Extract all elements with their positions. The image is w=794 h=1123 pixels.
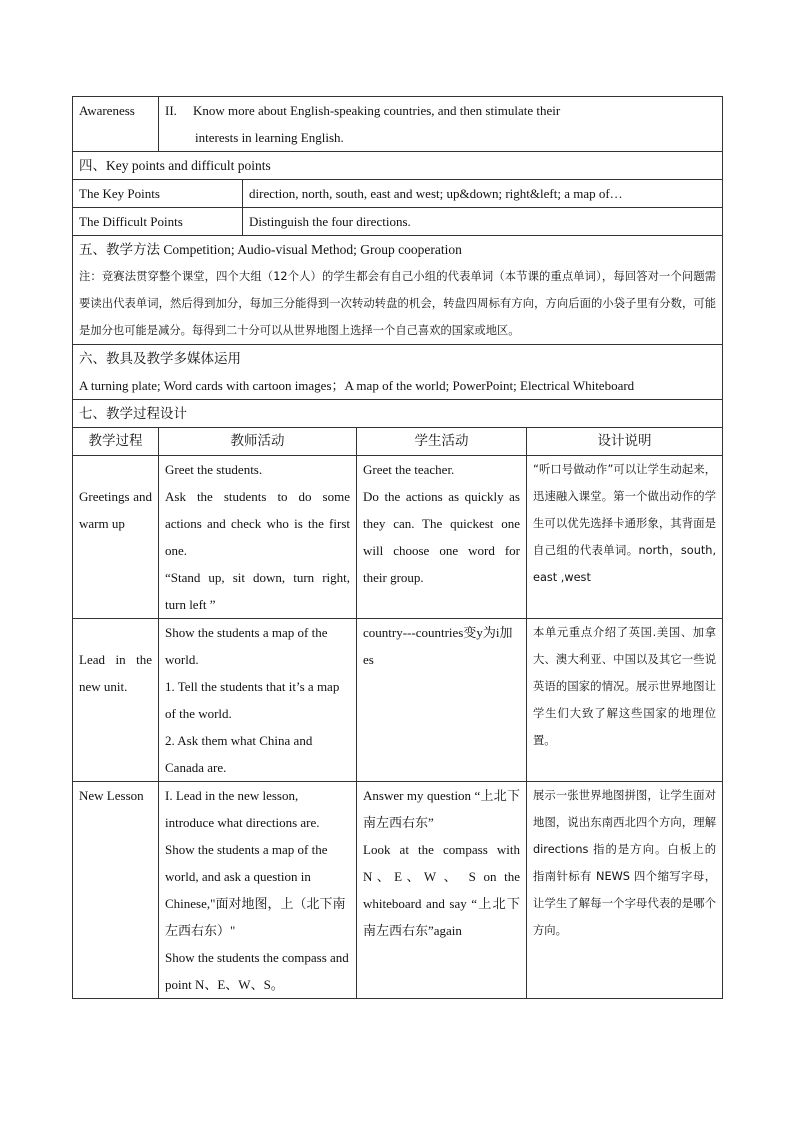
awareness-line-2: interests in learning English. (195, 130, 344, 145)
teacher-activity: 1. Tell the students that it’s a map of the world. (165, 679, 340, 721)
design-note: 本单元重点介绍了英国.美国、加拿大、澳大利亚、中国以及其它一些说英语的国家的情况。展示世界地图让学生们大致了解这些国家的地理位置。 (533, 626, 717, 747)
methods-note: 注：竞赛法贯穿整个课堂，四个大组（12个人）的学生都会有自己小组的代表单词（本节课的重点单词），每回答对一个问题需要读出代表单词，然后得到加分，每加三分能得到一次转动转盘的机会，转盘四周标有方向，方向后面的小袋子里有分数，可能是加分也可能是减分。每得到二十分可以从世界地图上选择一个自己喜欢的国家或地区。 (79, 270, 717, 337)
student-activity: Do the actions as quickly as they can. The quickest one will choose one word for their group. (363, 489, 520, 585)
difficult-points-label: The Difficult Points (73, 208, 243, 236)
stage-label: Greetings and warm up (79, 489, 152, 531)
key-points-row (73, 180, 723, 208)
awareness-content (159, 97, 723, 152)
methods-row (73, 236, 723, 345)
column-header-design: 设计说明 (527, 428, 723, 456)
student-cell (357, 456, 527, 619)
stage-cell (73, 782, 159, 999)
methods-cell (73, 236, 723, 345)
column-header-student: 学生活动 (357, 428, 527, 456)
tools-heading: 六、教具及教学多媒体运用 (79, 351, 241, 366)
student-cell (357, 619, 527, 782)
stage-cell (73, 619, 159, 782)
teacher-activity: Ask the students to do some actions and check who is the first one. (165, 489, 350, 558)
lesson-plan-page (72, 96, 722, 999)
teacher-activity: “Stand up, sit down, turn right, turn left ” (165, 570, 350, 612)
key-points-label: The Key Points (73, 180, 243, 208)
key-points-value: direction, north, south, east and west; up&down; right&left; a map of… (243, 180, 723, 208)
awareness-line-1: Know more about English-speaking countries, and then stimulate their (193, 103, 561, 118)
table-row (73, 619, 723, 782)
teacher-activity: Greet the students. (165, 462, 263, 477)
process-heading: 七、教学过程设计 (73, 400, 723, 428)
difficult-points-value: Distinguish the four directions. (243, 208, 723, 236)
teacher-activity: Show the students the compass and point N、E、W、S。 (165, 950, 349, 992)
teacher-cell (159, 456, 357, 619)
table-row (73, 782, 723, 999)
teacher-activity: Show the students a map of the world, and ask a question in Chinese,"面对地图，上（北下南左西右东）" (165, 842, 346, 938)
design-note: 展示一张世界地图拼图，让学生面对地图，说出东南西北四个方向，理解 directions 指的是方向。白板上的指南针标有 NEWS 四个缩写字母，让学生了解每一个字母代表的是哪个方向。 (533, 789, 717, 937)
lesson-plan-table (72, 96, 723, 999)
table-row (73, 456, 723, 619)
process-header-row (73, 428, 723, 456)
teacher-activity: I. Lead in the new lesson, introduce what directions are. (165, 788, 320, 830)
student-activity: Answer my question “上北下南左西右东” (363, 788, 520, 830)
stage-label: New Lesson (79, 788, 144, 803)
awareness-label: Awareness (73, 97, 159, 152)
stage-cell (73, 456, 159, 619)
student-activity: Look at the compass with N、E、W 、 S on the whiteboard and say “上北下南左西右东”again (363, 842, 520, 938)
design-cell (527, 782, 723, 999)
awareness-row (73, 97, 723, 152)
column-header-stage: 教学过程 (73, 428, 159, 456)
teacher-activity: 2. Ask them what China and Canada are. (165, 733, 313, 775)
process-heading-row (73, 400, 723, 428)
stage-label: Lead in the new unit. (79, 652, 152, 694)
design-cell (527, 619, 723, 782)
methods-heading: 五、教学方法 Competition; Audio-visual Method; Group cooperation (79, 242, 462, 257)
difficult-points-row (73, 208, 723, 236)
student-activity: Greet the teacher. (363, 462, 455, 477)
design-cell (527, 456, 723, 619)
student-cell (357, 782, 527, 999)
teacher-cell (159, 619, 357, 782)
teacher-activity: Show the students a map of the world. (165, 625, 328, 667)
design-note: “听口号做动作”可以让学生动起来，迅速融入课堂。第一个做出动作的学生可以优先选择卡通形象，其背面是自己组的代表单词。north，south, east ,west (533, 463, 717, 584)
key-points-heading-row (73, 152, 723, 180)
tools-row (73, 345, 723, 400)
column-header-teacher: 教师活动 (159, 428, 357, 456)
tools-list: A turning plate; Word cards with cartoon images；A map of the world; PowerPoint; Electrical Whiteboard (79, 378, 635, 393)
student-activity: country---countries变y为i加es (363, 625, 513, 667)
tools-cell (73, 345, 723, 400)
teacher-cell (159, 782, 357, 999)
key-points-heading: 四、Key points and difficult points (73, 152, 723, 180)
awareness-numeral: II. (165, 103, 177, 118)
